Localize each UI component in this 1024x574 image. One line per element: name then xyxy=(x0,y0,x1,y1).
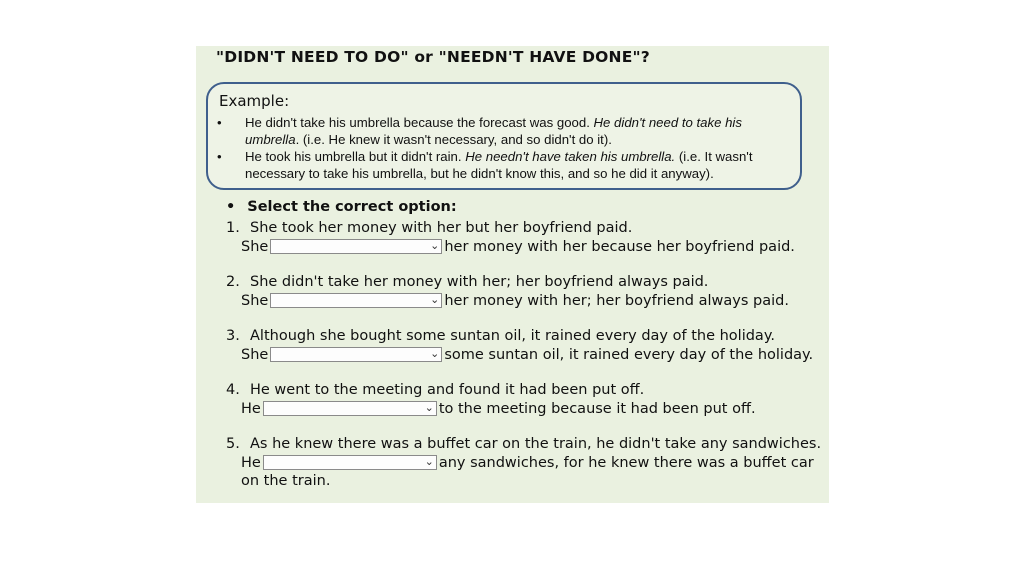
chevron-down-icon: ⌄ xyxy=(430,347,440,360)
answer-subject: He xyxy=(241,400,261,417)
example-text: He took his umbrella but it didn't rain. xyxy=(245,149,466,164)
instruction-text: Select the correct option: xyxy=(247,199,457,215)
question-number: 1. xyxy=(226,220,240,236)
answer-rest: to the meeting because it had been put off. xyxy=(438,400,756,417)
answer-select-3[interactable] xyxy=(270,347,442,362)
question-5 xyxy=(226,435,822,491)
example-label: Example: xyxy=(219,92,290,110)
example-text: (i.e. It wasn't necessary to take his umbrella, but he didn't know this, and so he did it anyway). xyxy=(245,149,753,181)
answer-select-1[interactable] xyxy=(270,239,442,254)
answer-subject: She xyxy=(241,292,269,309)
question-4 xyxy=(226,381,816,418)
question-sentence: As he knew there was a buffet car on the train, he didn't take any sandwiches. xyxy=(250,436,822,452)
bullet-dot-icon: • xyxy=(226,199,236,215)
question-number: 3. xyxy=(226,328,240,344)
question-sentence: She took her money with her but her boyfriend paid. xyxy=(250,220,633,236)
example-text: He didn't take his umbrella because the forecast was good. xyxy=(245,115,594,130)
question-number: 2. xyxy=(226,274,240,290)
answer-subject: She xyxy=(241,346,269,363)
answer-rest: some suntan oil, it rained every day of the holiday. xyxy=(444,346,814,363)
question-sentence: She didn't take her money with her; her boyfriend always paid. xyxy=(250,274,709,290)
question-2 xyxy=(226,273,816,310)
chevron-down-icon: ⌄ xyxy=(430,239,440,252)
chevron-down-icon: ⌄ xyxy=(424,401,434,414)
question-number: 4. xyxy=(226,382,240,398)
bullet-dot-icon: • xyxy=(217,149,222,164)
question-3 xyxy=(226,327,816,364)
bullet-dot-icon: • xyxy=(217,115,222,130)
example-box xyxy=(206,82,802,190)
chevron-down-icon: ⌄ xyxy=(430,293,440,306)
answer-rest: any sandwiches, for he knew there was a buffet car xyxy=(438,454,814,471)
question-sentence: He went to the meeting and found it had been put off. xyxy=(250,382,645,398)
example-italic-text: He needn't have taken his umbrella. xyxy=(465,149,676,164)
answer-select-5[interactable] xyxy=(263,455,437,470)
question-1 xyxy=(226,219,816,256)
answer-subject: She xyxy=(241,238,269,255)
example-italic-text: He didn't need to take his umbrella xyxy=(245,115,742,147)
instruction xyxy=(226,199,457,215)
page-title: "DIDN'T NEED TO DO" or "NEEDN'T HAVE DONE"? xyxy=(216,48,650,66)
answer-select-2[interactable] xyxy=(270,293,442,308)
worksheet xyxy=(196,46,829,503)
chevron-down-icon: ⌄ xyxy=(424,455,434,468)
answer-select-4[interactable] xyxy=(263,401,437,416)
answer-subject: He xyxy=(241,454,261,471)
question-number: 5. xyxy=(226,436,240,452)
answer-continuation: on the train. xyxy=(241,473,331,489)
question-sentence: Although she bought some suntan oil, it rained every day of the holiday. xyxy=(250,328,775,344)
answer-rest: her money with her; her boyfriend always paid. xyxy=(444,292,789,309)
example-text: . (i.e. He knew it wasn't necessary, and so didn't do it). xyxy=(295,132,612,147)
answer-rest: her money with her because her boyfriend paid. xyxy=(444,238,795,255)
